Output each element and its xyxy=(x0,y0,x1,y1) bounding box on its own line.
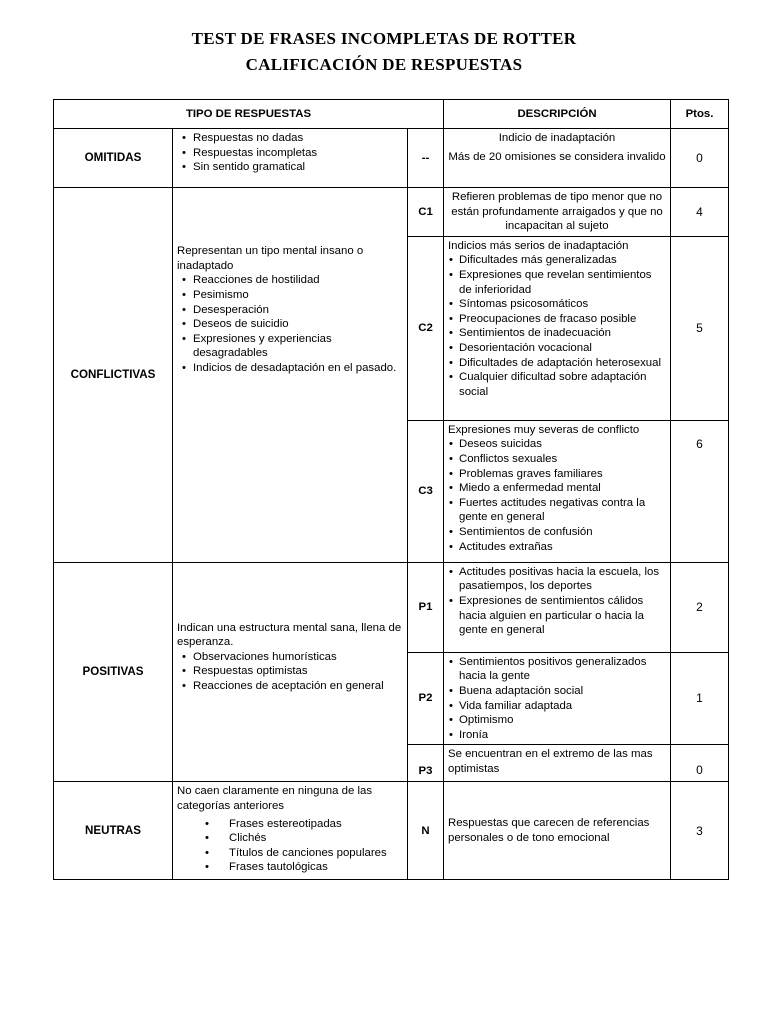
list-item: • Conflictos sexuales xyxy=(448,452,666,467)
list-item: • Pesimismo xyxy=(177,288,403,303)
list-item: • Fuertes actitudes negativas contra la gente en general xyxy=(448,496,666,525)
list-item: • Deseos de suicidio xyxy=(177,317,403,332)
list-item: • Clichés xyxy=(177,831,403,846)
list-item: • Síntomas psicosomáticos xyxy=(448,297,666,312)
list-item: • Frases tautológicas xyxy=(177,860,403,875)
list-item: • Frases estereotipadas xyxy=(177,817,403,832)
code-p2: P2 xyxy=(408,652,444,745)
c3-description xyxy=(444,420,671,562)
list-item: • Respuestas optimistas xyxy=(177,664,403,679)
header-row xyxy=(54,100,729,129)
points-neutras: 3 xyxy=(671,782,729,880)
c1-description: Refieren problemas de tipo menor que no están profundamente arraigados y que no incapacitan al sujeto xyxy=(444,188,671,237)
document-subtitle: CALIFICACIÓN DE RESPUESTAS xyxy=(245,55,523,74)
p3-description: Se encuentran en el extremo de las mas optimistas xyxy=(444,745,671,782)
row-p1 xyxy=(54,562,729,652)
list-item: • Sentimientos de inadecuación xyxy=(448,326,666,341)
description-line: Más de 20 omisiones se considera invalido xyxy=(448,150,666,163)
list-item: • Actitudes positivas hacia la escuela, los pasatiempos, los deportes xyxy=(448,565,666,594)
category-neutras: NEUTRAS xyxy=(54,782,173,880)
category-omitidas: OMITIDAS xyxy=(54,129,173,188)
omitidas-description xyxy=(444,129,671,188)
header-descripcion: DESCRIPCIÓN xyxy=(444,100,671,129)
code-omitidas: -- xyxy=(408,129,444,188)
criteria-intro: No caen claramente en ninguna de las categorías anteriores xyxy=(177,785,373,812)
list-item: • Expresiones que revelan sentimientos de inferioridad xyxy=(448,268,666,297)
header-tipo: TIPO DE RESPUESTAS xyxy=(54,100,444,129)
list-item: • Dificultades más generalizadas xyxy=(448,253,666,268)
points-p3: 0 xyxy=(671,745,729,782)
list-item: • Optimismo xyxy=(448,713,666,728)
c2-description xyxy=(444,236,671,420)
list-item: • Dificultades de adaptación heterosexual xyxy=(448,356,666,371)
list-item: • Desorientación vocacional xyxy=(448,341,666,356)
category-conflictivas: CONFLICTIVAS xyxy=(54,188,173,563)
criteria-intro: Indican una estructura mental sana, llena de esperanza. xyxy=(177,621,402,649)
list-item: • Deseos suicidas xyxy=(448,437,666,452)
list-item: • Sin sentido gramatical xyxy=(177,160,403,175)
list-item: • Ironía xyxy=(448,728,666,743)
document-title: TEST DE FRASES INCOMPLETAS DE ROTTER xyxy=(191,29,577,48)
list-item: • Respuestas incompletas xyxy=(177,146,403,161)
code-c1: C1 xyxy=(408,188,444,237)
list-item: • Observaciones humorísticas xyxy=(177,650,403,665)
row-omitidas xyxy=(54,129,729,188)
row-c1 xyxy=(54,188,729,237)
neutras-criteria xyxy=(173,782,408,880)
list-item: • Preocupaciones de fracaso posible xyxy=(448,312,666,327)
list-item: • Actitudes extrañas xyxy=(448,540,666,555)
list-item: • Respuestas no dadas xyxy=(177,131,403,146)
list-item: • Cualquier dificultad sobre adaptación social xyxy=(448,370,666,399)
list-item: • Indicios de desadaptación en el pasado. xyxy=(177,361,403,376)
p1-description xyxy=(444,562,671,652)
list-item: • Miedo a enfermedad mental xyxy=(448,481,666,496)
scoring-table xyxy=(53,99,729,880)
neutras-description: Respuestas que carecen de referencias personales o de tono emocional xyxy=(444,782,671,880)
description-intro: Expresiones muy severas de conflicto xyxy=(448,423,640,436)
category-positivas: POSITIVAS xyxy=(54,562,173,782)
list-item: • Sentimientos positivos generalizados hacia la gente xyxy=(448,655,666,684)
list-item: • Problemas graves familiares xyxy=(448,467,666,482)
list-item: • Expresiones de sentimientos cálidos hacia alguien en particular o hacia la gente en general xyxy=(448,594,666,638)
code-neutras: N xyxy=(408,782,444,880)
p2-description xyxy=(444,652,671,745)
header-ptos: Ptos. xyxy=(671,100,729,129)
list-item: • Sentimientos de confusión xyxy=(448,525,666,540)
code-p1: P1 xyxy=(408,562,444,652)
row-neutras xyxy=(54,782,729,880)
list-item: • Reacciones de aceptación en general xyxy=(177,679,403,694)
conflictivas-criteria xyxy=(173,188,408,563)
code-c2: C2 xyxy=(408,236,444,420)
points-c1: 4 xyxy=(671,188,729,237)
points-c2: 5 xyxy=(671,236,729,420)
code-c3: C3 xyxy=(408,420,444,562)
positivas-criteria xyxy=(173,562,408,782)
points-omitidas: 0 xyxy=(671,129,729,188)
list-item: • Buena adaptación social xyxy=(448,684,666,699)
list-item: • Expresiones y experiencias desagradables xyxy=(177,332,403,361)
points-p2: 1 xyxy=(671,652,729,745)
list-item: • Reacciones de hostilidad xyxy=(177,273,403,288)
code-p3: P3 xyxy=(408,745,444,782)
description-line: Indicio de inadaptación xyxy=(498,132,616,144)
description-intro: Indicios más serios de inadaptación xyxy=(448,239,629,252)
list-item: • Desesperación xyxy=(177,303,403,318)
omitidas-criteria xyxy=(173,129,408,188)
list-item: • Vida familiar adaptada xyxy=(448,699,666,714)
list-item: • Títulos de canciones populares xyxy=(177,846,403,861)
points-c3: 6 xyxy=(671,420,729,562)
criteria-intro: Representan un tipo mental insano o inadaptado xyxy=(177,245,364,272)
points-p1: 2 xyxy=(671,562,729,652)
